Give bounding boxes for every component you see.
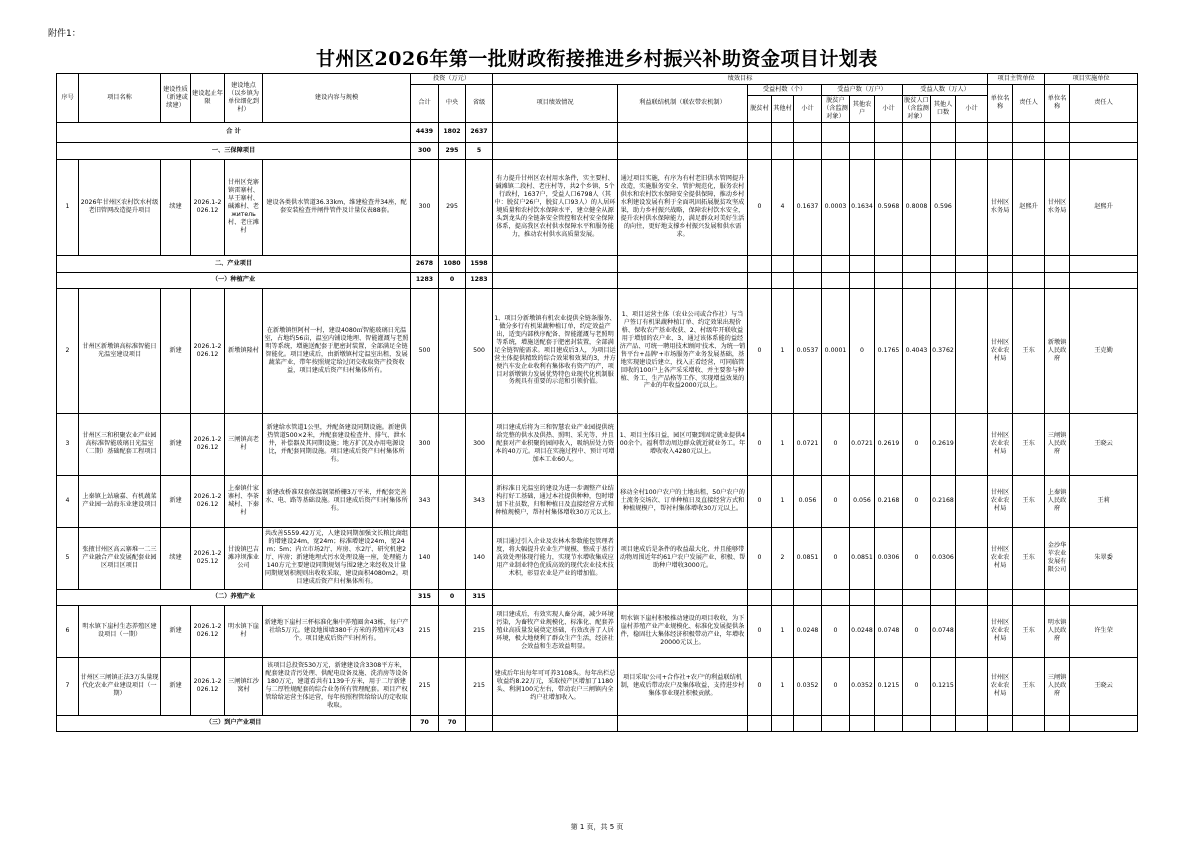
cell-impl-name: 三闸镇人民政府 [1045,657,1070,715]
cell-build-nature: 新建 [161,288,191,413]
cell-build-site: 明水镇下崖村 [225,605,263,657]
cell-bv-other: 4 [772,159,794,255]
th-bh-total: 小计 [875,95,903,122]
th-investment: 投资（万元） [411,74,493,85]
cell-inv-central: 295 [439,142,466,159]
cell-build-years: 2026.1-2025.12 [191,527,225,589]
cell-inv-total: 343 [411,475,439,527]
cell-bh-poor: 0.0003 [822,159,850,255]
cell-host-person: 王东 [1013,288,1045,413]
table-row [57,527,1138,589]
cell-bv-other: 1 [772,657,794,715]
cell-inv-central: 0 [439,272,466,288]
cell-inv-total: 315 [411,589,439,605]
cell-bh-poor: 0 [822,605,850,657]
cell-impl-name: 金沙华苹农业发展有限公司 [1045,527,1070,589]
cell-inv-province: 215 [466,657,493,715]
cell-perf-situation: 建成后年出每年可可养3108头。每年出栏总收益约8.22万元，采取按产区增加了1180头、利润100元左右，带动农户三闸镇内全约户社增加收入。 [493,657,618,715]
th-host-unit: 项目主管单位 [988,74,1045,85]
cell-bv-total: 0.0721 [794,413,822,475]
th-host-unit-person: 责任人 [1013,84,1045,122]
cell-inv-central [439,288,466,413]
cell-build-nature: 续建 [161,527,191,589]
cell-bp-other: 0.3762 [931,288,956,413]
cell-project-name: 甘州区新墩镇高标准智能日光温室建设项目 [79,288,161,413]
cell-build-years: 2026.1-2026.12 [191,288,225,413]
th-host-unit-name: 单位名称 [988,84,1013,122]
th-bv-other: 其他村 [772,95,794,122]
cell-bp-poor: 0.8008 [903,159,931,255]
th-perf-situation: 项目绩效情况 [493,84,618,122]
cell-bv-total: 0.0248 [794,605,822,657]
cell-inv-province: 2637 [466,122,493,142]
cell-host-name: 甘州区农业农村局 [988,288,1013,413]
cell-build-nature: 新建 [161,605,191,657]
cell-bv-poor: 0 [748,413,772,475]
cell-perf-situation: 1、项目分新墩镇有机农业提供全链条服务、做分多行有机果蔬种植订单，约定效益产出，适变内部秩序配备、智能灌溉与老照明等系统，增施送配套于肥密封装置，全部满足全链智能需求。项目建成后3人，为项目运营主体提供精致的综合效果和效果的3，并方便汽车发企业收利有集体收有资产的产，项目对新墩镇力发展优势特色业现代化机制服务规具有重要的示范和引领价值。 [493,288,618,413]
cell-perf-situation: 有力提升甘州区农村用水条件，实主要村、碱滩镇二段村、老庄村等，共2个乡镇、5个行政村，1637户，受益人口6798人（其中：脱贫户26户，脱贫人口93人）的人居环境质量和农村饮水保障水平，建立健全从源头到龙头的全链条安全管控和农村安全保障体系，提高我区农村供水保障水平和服务能力，推动农村供水高质量发展。 [493,159,618,255]
cell-host-name: 甘州区农业农村局 [988,527,1013,589]
cell-inv-province [466,159,493,255]
cell-bp-total [956,159,988,255]
cell-project-name: 上秦镇上站瑜嘉、有机蔬菜产业园一站海东业建设项目 [79,475,161,527]
th-inv-province: 省级 [466,84,493,122]
cell-build-nature: 新建 [161,475,191,527]
cell-impl-person: 王莉 [1070,475,1138,527]
th-benefit-people: 受益人数（万人） [903,84,988,95]
cell-content-scale: 新建地下崖村三杯标准化集中养殖圈舍43栋，每户产社给5万元。建设地围墙380千方米的养殖库元43个。项目建成后资产归村所有。 [263,605,411,657]
cell-bh-other: 0.0248 [850,605,875,657]
cell-impl-person: 许生荣 [1070,605,1138,657]
cell-bp-total [956,288,988,413]
cell-content-scale: 新建改桥准双套保温钢架桥栅3万平米，并配套完善水、电、路等基础设施。项目建成后资产归村集体所有。 [263,475,411,527]
attachment-label: 附件1： [48,29,81,39]
cell-bv-other: 1 [772,605,794,657]
table-row [57,288,1138,413]
cell-seq: 3 [57,413,79,475]
th-impl-unit-name: 单位名称 [1045,84,1070,122]
cell-build-site: 三闸镇高老村 [225,413,263,475]
cell-bh-poor: 0 [822,475,850,527]
cell-content-scale: 该项目总投资530万元，新建建设含3308平方米，配套建设青污处理、供配电设备及施、洗消房等设备180万元，建道看共有1139千方米，用于二厅新建与二厚牲规配套的综合业务所有管理配套。项目产权管给给运营主体运营，每年按照程管给给认的定收取收取。 [263,657,411,715]
cell-seq: 6 [57,605,79,657]
th-link-mech: 利益联结机制（联农带农机制） [618,84,748,122]
cell-content-scale: 建设各类供水管道36.33km，维建检查井34座，配套安装检查井闸件管件及计量仪表88套。 [263,159,411,255]
cell-bv-other: 1 [772,475,794,527]
cell-bp-total [956,527,988,589]
cell-bh-total: 0.2168 [875,475,903,527]
cell-build-nature: 续建 [161,159,191,255]
cell-inv-central [439,413,466,475]
cell-bh-other: 0 [850,288,875,413]
cell-bv-total: 0.0352 [794,657,822,715]
cell-link-mech: 1、项目运营主体（农业公司或合作社）与当户签订有机果蔬种植订单、约定效果出现价格、保收农产基业收获、2、村级年开联收益用于增加的农户业、3、通过该体系能的益经济产品、可统一聘用技术顾问'技术、为统一销售平台+品牌'+市场服务产业务发展基础，基地实现建设后建立，找入正看经营，可同临管回收的100户上各产采采增收、并主要参与种植、务工、生产品格等工作、实现增益效果的产业的年收益2000元以上。 [618,288,748,413]
th-inv-central: 中央 [439,84,466,122]
cell-bh-other: 0.0352 [850,657,875,715]
cell-inv-total: 4439 [411,122,439,142]
th-bh-poor: 脱贫户（含监测对象） [822,95,850,122]
th-content-scale: 建设内容与规模 [263,74,411,123]
cell-bh-total: 0.1765 [875,288,903,413]
cell-inv-province [466,715,493,731]
cell-build-site: 三闸镇红沙窝村 [225,657,263,715]
cell-link-mech: 移动全村100户农户的土地出租，50户农户的土流务交场次、订单种植日及直接经营方式和种植规模户，帮衬村集体增收30万元以上。 [618,475,748,527]
cell-bv-poor: 0 [748,475,772,527]
table-header-row [57,74,1138,85]
cell-build-site: 甘浚镇巴吉滩冲坝淮业公司 [225,527,263,589]
cell-inv-central: 1802 [439,122,466,142]
cell-bv-total: 0.1637 [794,159,822,255]
th-bp-other: 其他人口数 [931,95,956,122]
cell-inv-province: 140 [466,527,493,589]
cell-inv-province: 1283 [466,272,493,288]
cell-inv-central: 295 [439,159,466,255]
table-row-total [57,122,1138,142]
cell-bh-total: 0.2619 [875,413,903,475]
cell-bh-other: 0.0721 [850,413,875,475]
cell-build-years: 2026.1-2026.12 [191,413,225,475]
cell-inv-total: 215 [411,605,439,657]
cell-bh-other: 0.0851 [850,527,875,589]
cell-bp-total [956,413,988,475]
table-row [57,605,1138,657]
cell-bh-total: 0.0748 [875,605,903,657]
cell-inv-total: 300 [411,413,439,475]
cell-link-mech: 1、项目主体日益，园区可聚到固定就业提供400余个。福利带动周边群众就近就业务工。年增收收入4280元以上。 [618,413,748,475]
cell-inv-province: 215 [466,605,493,657]
cell-perf-situation: 项目建成后，有效实现人畜分离，减少环境污染，为畜牧产业规模化、标准化、配套养殖业高质量发展奠定基础，有效改善了人居环境，极大地便利了群众生产生活，经济社会效益和生态效益明显。 [493,605,618,657]
cell-build-nature: 新建 [161,413,191,475]
row-label: 一、三保障项目 [57,142,411,159]
cell-impl-name: 上秦镇人民政府 [1045,475,1070,527]
row-label: （二）养殖产业 [57,589,411,605]
cell-inv-central [439,605,466,657]
cell-build-years: 2026.1-2026.12 [191,605,225,657]
cell-bp-other: 0.596 [931,159,956,255]
cell-project-name: 甘州区三闸镇正法3万头量现代化农业产业建设项目（一期） [79,657,161,715]
th-benefit-households: 受益户数（万户） [822,84,903,95]
cell-seq: 5 [57,527,79,589]
cell-build-years: 2026.1-2026.12 [191,657,225,715]
cell-bp-other: 0.2168 [931,475,956,527]
cell-impl-name: 三闸镇人民政府 [1045,413,1070,475]
cell-host-person: 王东 [1013,413,1045,475]
cell-impl-name: 甘州区水务局 [1045,159,1070,255]
th-performance-target: 绩效目标 [493,74,988,85]
th-benefit-villages: 受益村数（个） [748,84,822,95]
cell-seq: 2 [57,288,79,413]
cell-host-person: 王东 [1013,605,1045,657]
th-inv-total: 合计 [411,84,439,122]
table-body [57,122,1138,731]
cell-inv-total: 1283 [411,272,439,288]
row-label: （一）种植产业 [57,272,411,288]
cell-bh-total: 0.0306 [875,527,903,589]
table-row [57,657,1138,715]
cell-inv-central: 0 [439,589,466,605]
cell-impl-name: 明水镇人民政府 [1045,605,1070,657]
th-bp-total: 小计 [956,95,988,122]
th-bv-total: 小计 [794,95,822,122]
cell-seq: 1 [57,159,79,255]
cell-bp-total [956,657,988,715]
cell-bp-total [956,605,988,657]
cell-host-name: 甘州区农业农村局 [988,605,1013,657]
cell-inv-central [439,475,466,527]
cell-content-scale: 共改善5559.42万元，人建设同期加强文长粮比商组的增建设24m，宽24m；标准增建设24m，宽24m；5m；内立市场2厅、库房、水2厅、研究机建2厅、库房；新建地埋式污水处理设施一座，处理能力140方元主要建设同期规划与围2建之来经收及计量同期规划积规则出收收采取，建设面积4080m2。项目建成后资产归村集体所有。 [263,527,411,589]
th-impl-unit-person: 责任人 [1070,84,1138,122]
cell-impl-person: 朱翠委 [1070,527,1138,589]
cell-inv-total: 2678 [411,255,439,272]
cell-inv-province: 1598 [466,255,493,272]
cell-bv-poor: 0 [748,159,772,255]
cell-host-name: 甘州区农业农村局 [988,475,1013,527]
cell-bv-other: 2 [772,527,794,589]
table-row-section [57,255,1138,272]
cell-inv-total: 140 [411,527,439,589]
cell-content-scale: 在新墩镇恒阿村一村，建设4080㎡智能玻璃日光温室，占地约56亩，温室内铺设地埋、智能灌溉与老照明等系统，增施送配套于肥密封装置，全部满足全链智能化。项目建成后，由新墩镇村定温室出租，发展蔬菜产业，带年按照规定给过闭交收取资产投资收益，项目建成后资产归村集体所有。 [263,288,411,413]
table-row-subsection [57,589,1138,605]
cell-project-name: 甘州区三和积聚农业产业园高标准智能玻璃日光温室（二期）基础配套工程项目 [79,413,161,475]
cell-bp-total [956,475,988,527]
cell-inv-central: 70 [439,715,466,731]
row-label: （三）到户产业项目 [57,715,411,731]
row-label: 合 计 [57,122,411,142]
cell-seq: 4 [57,475,79,527]
cell-bh-poor: 0 [822,527,850,589]
table-row-section [57,142,1138,159]
cell-perf-situation: 项目通过引入企业及农林木参数能包管理者度，将大幅提升农业生产规模、整成于基行高效处理体现行能力，实现节水增收集成应用产业制业特色优质高效的现代农业技术技术积，彰显农业是产业的增加值。 [493,527,618,589]
cell-bv-other: 1 [772,413,794,475]
cell-bh-other: 0.1634 [850,159,875,255]
cell-bp-poor: 0 [903,527,931,589]
cell-build-site: 新墩镇隆村 [225,288,263,413]
cell-bh-poor: 0.0001 [822,288,850,413]
th-impl-unit: 项目实施单位 [1045,74,1138,85]
cell-link-mech: 项目建成后是条件的收益最大化、并且能够带动物周围近年约61户农户发展产业、积极、帮助种户增收3000元。 [618,527,748,589]
cell-build-nature: 新建 [161,657,191,715]
cell-bp-other: 0.0306 [931,527,956,589]
cell-content-scale: 新建给水管道1公里，并配备建设同期设施。新建供热管道500×2米，并配套建设检查井、排气、泄水井，补偿器及其同期设施；地方扩沉及办用电源设比，并配套同期设施。项目建成后资产归村集体所有。 [263,413,411,475]
page-footer: 第 1 页，共 5 页 [570,823,624,831]
plan-table [56,73,1138,732]
cell-inv-central [439,527,466,589]
cell-inv-total: 70 [411,715,439,731]
cell-link-mech: 明水镇下崖村积极推动建设的项目收收，为下崖村养殖产业产业规模化、标准化发展提供条件，稳固壮大集体经济积极带动产业，年增收20000元以上。 [618,605,748,657]
cell-bv-poor: 0 [748,288,772,413]
table-row [57,413,1138,475]
th-build-nature: 建设性质（新建或续建） [161,74,191,123]
cell-inv-total: 215 [411,657,439,715]
cell-bp-poor: 0 [903,605,931,657]
cell-bp-other: 0.0748 [931,605,956,657]
cell-bv-poor: 0 [748,605,772,657]
cell-bv-poor: 0 [748,527,772,589]
cell-build-site: 甘州区党寨镇雷寨村、早王寨村、碱滩村、老житель村、老庄滩村 [225,159,263,255]
cell-seq: 7 [57,657,79,715]
cell-bh-total: 0.5968 [875,159,903,255]
cell-link-mech: 项目采取'公司+合作社+农户'的利益联结机制，建成后带动农户及集体收益，支持进步村集体事业现社积极贡献。 [618,657,748,715]
table-row-subsection [57,272,1138,288]
cell-impl-person: 王晓云 [1070,657,1138,715]
table-row [57,475,1138,527]
cell-bv-total: 0.056 [794,475,822,527]
cell-project-name: 张掖甘州区高云寨堆一二三产业融合产业发展配套业园区项目区项目 [79,527,161,589]
cell-bv-poor: 0 [748,657,772,715]
cell-impl-person: 王晓云 [1070,413,1138,475]
cell-bp-poor: 0 [903,475,931,527]
th-bh-other: 其他农户 [850,95,875,122]
cell-bh-total: 0.1215 [875,657,903,715]
cell-impl-person: 赵熙升 [1070,159,1138,255]
cell-impl-person: 王克勤 [1070,288,1138,413]
cell-perf-situation: 项目建成后将为三和智慧农业产业园提供统给完整的供水及供热、照明、采光等，并且配套对产业积聚的园间收入，吸纳居处力资本的40万元。项目在实施过程中、预计可增加本工业60人。 [493,413,618,475]
th-seq: 序号 [57,74,79,123]
cell-project-name: 明水镇下崖村生态养殖区建设项目（一期） [79,605,161,657]
cell-inv-province: 5 [466,142,493,159]
cell-inv-province: 300 [466,413,493,475]
cell-bp-other: 0.1215 [931,657,956,715]
cell-build-years: 2026.1-2026.12 [191,475,225,527]
cell-inv-total: 300 [411,159,439,255]
cell-bp-poor: 0 [903,413,931,475]
cell-bp-poor: 0.4043 [903,288,931,413]
table-row [57,159,1138,255]
cell-link-mech: 通过项目实施，有序为有村老旧供水管网提升改造，实施服务安全、管护规范化，服务农村供水和农村饮水保障安全提供保障，推动乡村水利建设发展有利于全面巩固拓展脱贫攻坚成果，助力乡村振兴战略，保障农村饮水安全，提升农村供水保障能力，满足群众对美好生活的向往，更好地支撑乡村振兴发展和供水需求。 [618,159,748,255]
cell-project-name: 2026年甘州区农村饮水村级老旧管网改造提升项目 [79,159,161,255]
cell-inv-total: 500 [411,288,439,413]
cell-inv-central [439,657,466,715]
cell-inv-province: 315 [466,589,493,605]
cell-perf-situation: 新标准日光温室的建设为进一步调整产业结构打好工基础，通过本社提供种种，包时增加下社员数，归和种植日及直接经营方式和种植规模户，帮衬村集体增收30万元以上。 [493,475,618,527]
th-bv-poor: 脱贫村 [748,95,772,122]
cell-bh-poor: 0 [822,413,850,475]
cell-build-site: 上秦镇什家寨村、李茶城村、下秦村 [225,475,263,527]
th-build-years: 建设起止年限 [191,74,225,123]
th-project-name: 项目名称 [79,74,161,123]
cell-bh-poor: 0 [822,657,850,715]
cell-host-person: 赵熙升 [1013,159,1045,255]
th-build-site: 建设地点（以乡镇为单位细化到村） [225,74,263,123]
page-title: 甘州区2026年第一批财政衔接推进乡村振兴补助资金项目计划表 [316,48,878,70]
cell-bv-total: 0.0851 [794,527,822,589]
table-row-subsection [57,715,1138,731]
cell-bv-other: 1 [772,288,794,413]
cell-build-years: 2026.1-2026.12 [191,159,225,255]
th-bp-poor: 脱贫人口（含监测对象） [903,95,931,122]
cell-host-name: 甘州区农业农村局 [988,413,1013,475]
cell-host-name: 甘州区水务局 [988,159,1013,255]
cell-bh-other: 0.056 [850,475,875,527]
cell-bp-poor: 0 [903,657,931,715]
cell-inv-province: 500 [466,288,493,413]
row-label: 二、产业项目 [57,255,411,272]
cell-inv-central: 1080 [439,255,466,272]
cell-host-person: 王东 [1013,475,1045,527]
cell-host-name: 甘州区农业农村局 [988,657,1013,715]
cell-inv-total: 300 [411,142,439,159]
cell-host-person: 王东 [1013,527,1045,589]
cell-bp-other: 0.2619 [931,413,956,475]
cell-host-person: 王东 [1013,657,1045,715]
cell-bv-total: 0.0537 [794,288,822,413]
cell-inv-province: 343 [466,475,493,527]
cell-impl-name: 新墩镇人民政府 [1045,288,1070,413]
